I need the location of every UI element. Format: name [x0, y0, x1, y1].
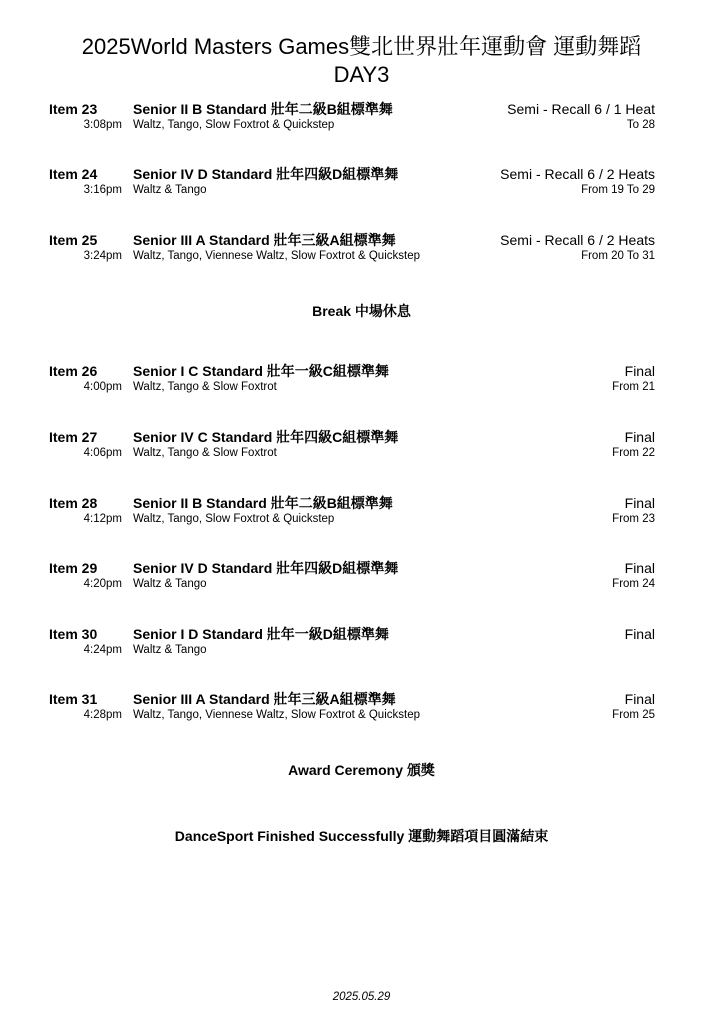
item-dances: Waltz, Tango, Viennese Waltz, Slow Foxtrot & Quickstep — [133, 709, 420, 721]
item-round: Final — [624, 363, 655, 379]
item-name: Senior II B Standard 壯年二級B組標準舞 — [133, 101, 393, 117]
item-round: Final — [624, 495, 655, 511]
item-round: Final — [624, 626, 655, 642]
item-range: From 19 To 29 — [581, 184, 655, 196]
item-range: From 24 — [612, 578, 655, 590]
item-range: From 23 — [612, 513, 655, 525]
item-range: From 21 — [612, 381, 655, 393]
title-line-1: 2025World Masters Games雙北世界壯年運動會 運動舞蹈 — [81, 34, 642, 59]
item-range: From 22 — [612, 447, 655, 459]
item-name: Senior III A Standard 壯年三級A組標準舞 — [133, 691, 396, 707]
item-name: Senior II B Standard 壯年二級B組標準舞 — [133, 495, 393, 511]
item-round: Final — [624, 429, 655, 445]
item-number: Item 31 — [49, 691, 98, 707]
item-time: 3:16pm — [83, 184, 122, 196]
item-time: 3:24pm — [83, 250, 122, 262]
item-name: Senior I D Standard 壯年一級D組標準舞 — [133, 626, 389, 642]
item-range: To 28 — [626, 119, 655, 131]
title-line-2: DAY3 — [333, 62, 390, 87]
item-time: 4:00pm — [83, 381, 122, 393]
item-time: 3:08pm — [83, 119, 122, 131]
item-round: Semi - Recall 6 / 2 Heats — [500, 232, 655, 248]
item-name: Senior I C Standard 壯年一級C組標準舞 — [133, 363, 389, 379]
footer-date: 2025.05.29 — [332, 991, 391, 1003]
item-dances: Waltz, Tango & Slow Foxtrot — [133, 447, 277, 459]
item-number: Item 28 — [49, 495, 98, 511]
item-time: 4:20pm — [83, 578, 122, 590]
item-dances: Waltz, Tango, Slow Foxtrot & Quickstep — [133, 513, 335, 525]
item-round: Semi - Recall 6 / 2 Heats — [500, 166, 655, 182]
item-time: 4:12pm — [83, 513, 122, 525]
finish-note: DanceSport Finished Successfully 運動舞蹈項目圓滿結束 — [174, 828, 549, 844]
break-note: Break 中場休息 — [312, 303, 411, 319]
item-time: 4:28pm — [83, 709, 122, 721]
item-name: Senior IV D Standard 壯年四級D組標準舞 — [133, 560, 399, 576]
item-name: Senior IV C Standard 壯年四級C組標準舞 — [133, 429, 399, 445]
item-number: Item 27 — [49, 429, 98, 445]
award-ceremony-note: Award Ceremony 頒獎 — [288, 762, 435, 778]
item-round: Final — [624, 560, 655, 576]
item-round: Final — [624, 691, 655, 707]
item-dances: Waltz, Tango, Viennese Waltz, Slow Foxtrot & Quickstep — [133, 250, 420, 262]
item-number: Item 26 — [49, 363, 98, 379]
item-dances: Waltz, Tango & Slow Foxtrot — [133, 381, 277, 393]
item-time: 4:06pm — [83, 447, 122, 459]
item-number: Item 25 — [49, 232, 98, 248]
item-number: Item 23 — [49, 101, 98, 117]
item-range: From 25 — [612, 709, 655, 721]
item-dances: Waltz & Tango — [133, 578, 207, 590]
item-name: Senior IV D Standard 壯年四級D組標準舞 — [133, 166, 399, 182]
item-dances: Waltz, Tango, Slow Foxtrot & Quickstep — [133, 119, 335, 131]
item-round: Semi - Recall 6 / 1 Heat — [507, 101, 655, 117]
item-number: Item 30 — [49, 626, 98, 642]
item-dances: Waltz & Tango — [133, 644, 207, 656]
item-dances: Waltz & Tango — [133, 184, 207, 196]
item-name: Senior III A Standard 壯年三級A組標準舞 — [133, 232, 396, 248]
item-range: From 20 To 31 — [581, 250, 655, 262]
item-number: Item 29 — [49, 560, 98, 576]
item-number: Item 24 — [49, 166, 98, 182]
item-time: 4:24pm — [83, 644, 122, 656]
